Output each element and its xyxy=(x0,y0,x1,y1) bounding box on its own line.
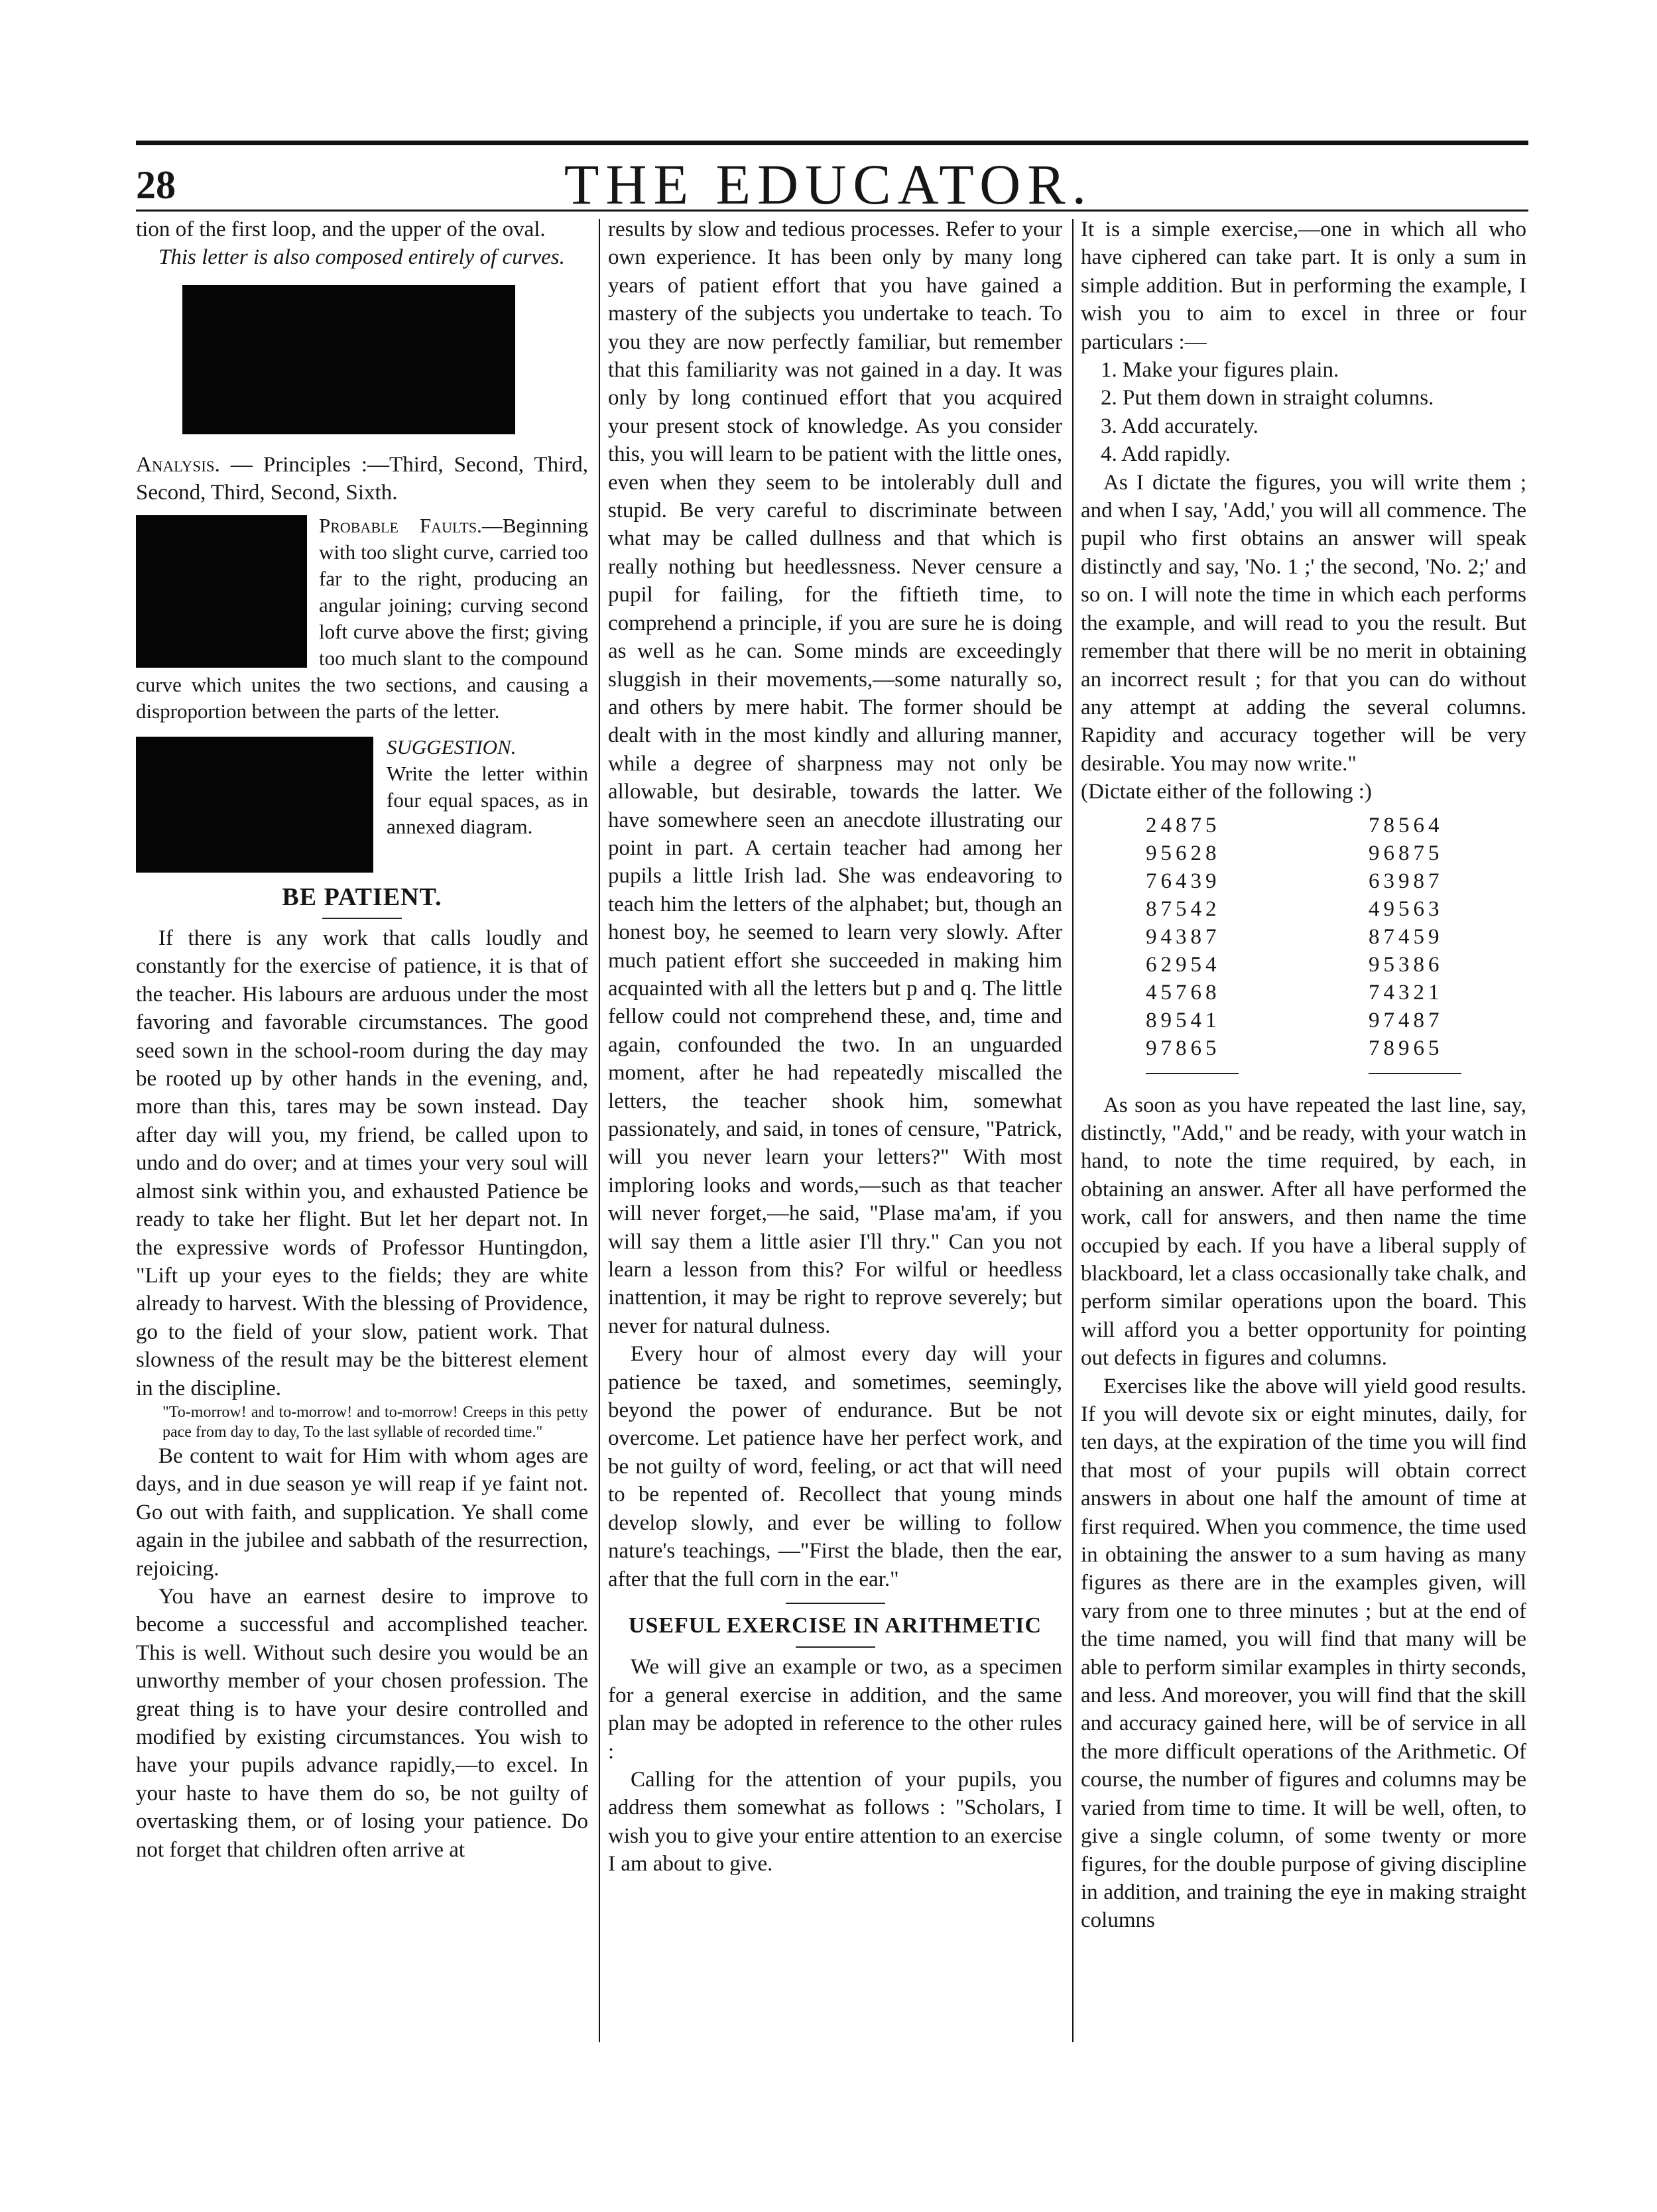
number-row: 95386 xyxy=(1369,952,1443,977)
analysis-label: Analysis. xyxy=(136,452,220,477)
col2-p3: We will give an example or two, as a specimen for a general exercise in addition, and the same plan may be adopted in reference to the other rules : xyxy=(608,1655,1062,1764)
number-row: 97865 xyxy=(1146,1036,1221,1060)
number-row: 89541 xyxy=(1146,1008,1221,1032)
number-row: 87459 xyxy=(1369,924,1443,949)
suggestion-section xyxy=(136,734,588,875)
number-row: 24875 xyxy=(1146,813,1221,837)
number-row: 78564 xyxy=(1369,813,1443,837)
col1-intro: tion of the first loop, and the upper of the oval. xyxy=(136,217,546,241)
list-item: 2. Put them down in straight columns. xyxy=(1101,386,1434,410)
letter-diagram-1 xyxy=(136,272,588,451)
number-row: 96875 xyxy=(1369,841,1443,865)
number-row: 74321 xyxy=(1369,980,1443,1005)
letter-image-faults xyxy=(136,515,307,668)
suggestion-label: SUGGESTION. xyxy=(387,735,517,759)
arithmetic-heading: USEFUL EXERCISE IN ARITHMETIC xyxy=(628,1613,1042,1638)
col2-p2: Every hour of almost every day will your patience be taxed, and sometimes, seemingly, beyond the power of endurance. But be not overcome. Let patience have her perfect work, and be not guilty of word, feeling, or act that will need to be repented of. Recollect that young minds develop slowly, and ever be willing to follow nature's teachings, —"First the blade, then the ear, after that the full corn in the ear." xyxy=(608,1342,1062,1591)
col3-p3: As soon as you have repeated the last line, say, distinctly, "Add," and be ready, with your watch in hand, to note the time required, by each, in obtaining an answer. After all have performed the work, call for answers, and then name the time occupied by each. If you have a liberal supply of blackboard, let a class occasionally take chalk, and perform similar operations upon the board. This will afford you a better opportunity for pointing out defects in figures and columns. xyxy=(1081,1093,1526,1371)
number-row: 49563 xyxy=(1369,896,1443,921)
numbers-right xyxy=(1369,812,1461,1074)
numbers-left xyxy=(1146,812,1239,1074)
column-divider-1 xyxy=(599,219,600,2042)
col3-p4: Exercises like the above will yield good results. If you will devote six or eight minutes, daily, for ten days, at the expiration of the time you will find that most of your pupils will obtain correct answers in about one half the amount of time at first required. When you commence, the time used in obtaining the answer to a sum having as many figures as there are in the examples given, will vary from one to three minutes ; but at the end of the time named, you will find that many will be able to perform similar examples in thirty seconds, and less. And moreover, you will find that the skill and accuracy gained here, will be of service in all the more difficult operations of the Arithmetic. Of course, the number of figures and columns may be varied from time to time. It will be well, often, to give a single column, of some twenty or more figures, for the double purpose of giving discipline in addition, and training the eye in making straight columns xyxy=(1081,1374,1526,1933)
col1-letter-note: This letter is also composed entirely of curves. xyxy=(158,245,565,270)
suggestion-text: Write the letter within four equal spaces, as in annexed diagram. xyxy=(387,761,588,838)
col2-p1: results by slow and tedious processes. Refer to your own experience. It has been only by many long years of patient effort that you have gained a mastery of the subjects you undertake to teach. To you they are now perfectly familiar, but remember that this familiarity was not gained in a day. It was only by long continued effort that you acquired your present stock of knowledge. As you consider this, you will learn to be patient with the little ones, even when they seem to be intolerably dull and stupid. Be very careful to discriminate between what may be called dullness and that which is really nothing but heedlessness. Never censure a pupil for failing, for the fiftieth time, to comprehend a principle, if you are sure he is doing as well as he can. Some minds are exceedingly sluggish in their movements,—some naturally so, and others by mere habit. The former should be dealt with in the most kindly and alluring manner, while a degree of sharpness may not only be allowable, but desirable, towards the latter. We have somewhere seen an anecdote illustrating our point in part. A certain teacher had among her pupils a little Irish lad. She was endeavoring to teach him the letters of the alphabet; but, though an honest boy, he seemed to learn very slowly. After much patient effort she succeeded in making him acquainted with all the letters but p and q. The little fellow could not comprehend these, and, time and again, confounded the two. In an unguarded moment, after he had repeatedly miscalled the letters, the teacher shook him, somewhat passionately, and said, in tones of censure, "Patrick, will you never learn your letters?" With most imploring looks and words,—such as that teacher will never forget,—he said, "Plase ma'am, if you will say them a little asier I'll thry." Can you not learn a lesson from this? For wilful or heedless inattention, it may be right to reprove severely; but never for natural dulness. xyxy=(608,217,1062,1338)
faults-section xyxy=(136,513,588,725)
number-row: 87542 xyxy=(1146,896,1221,921)
number-row: 95628 xyxy=(1146,841,1221,865)
sum-line-left xyxy=(1146,1073,1239,1074)
analysis-text: — Principles :—Third, Second, Third, Second, Third, Second, Sixth. xyxy=(136,452,588,505)
list-item: 3. Add accurately. xyxy=(1101,414,1258,438)
col3-p1: It is a simple exercise,—one in which all who have ciphered can take part. It is only a sum in simple addition. But in performing the example, I wish you to aim to excel in three or four particulars :— xyxy=(1081,217,1526,354)
be-patient-p2: Be content to wait for Him with whom ages are days, and in due season ye will reap if ye faint not. Go out with faith, and supplication. Ye shall come again in the jubilee and sabbath of the resurrection, rejoicing. xyxy=(136,1444,588,1581)
be-patient-p3: You have an earnest desire to improve to become a successful and accomplished teacher. This is well. Without such desire you would be an unworthy member of your chosen profession. The great thing is to have your desire controlled and modified by existing circumstances. You wish to have your pupils advance rapidly,—to excel. In your haste to have them do so, be not guilty of overtasking them, or of losing your patience. Do not forget that children often arrive at xyxy=(136,1584,588,1862)
letter-image-block xyxy=(182,285,515,434)
number-columns xyxy=(1081,812,1526,1074)
analysis-paragraph xyxy=(136,451,588,507)
header-top-rule xyxy=(136,141,1528,145)
arith-bottom-divider xyxy=(796,1646,875,1648)
column-2 xyxy=(608,215,1062,1878)
number-row: 78965 xyxy=(1369,1036,1443,1060)
list-item: 4. Add rapidly. xyxy=(1101,442,1231,467)
column-1 xyxy=(136,215,588,1864)
column-3 xyxy=(1081,215,1526,1935)
page-number: 28 xyxy=(136,163,176,207)
be-patient-p1: If there is any work that calls loudly and constantly for the exercise of patience, it is that of the teacher. His labours are arduous under the most favoring and favorable circumstances. The good seed sown in the school-room during the day may be rooted up by other hands in the evening, and, more than this, tares may be sown instead. Day after day will you, my friend, be called upon to undo and do over; and at times your very soul will almost sink within you, and exhausted Patience be ready to take her flight. But let her depart not. In the expressive words of Professor Huntingdon, "Lift up your eyes to the fields; they are white already to harvest. With the blessing of Providence, go to the field of your slow, patient work. That slowness of the result may be the bitterest element in the discipline. xyxy=(136,926,588,1400)
col2-p4: Calling for the attention of your pupils, you address them somewhat as follows : "Scholars, I wish you to give your entire attention to an exercise I am about to give. xyxy=(608,1767,1062,1876)
number-row: 45768 xyxy=(1146,980,1221,1005)
number-row: 62954 xyxy=(1146,952,1221,977)
column-divider-2 xyxy=(1072,219,1074,2042)
col3-p2: As I dictate the figures, you will write them ; and when I say, 'Add,' you will all commence. The pupil who first obtains an answer will speak distinctly and say, 'No. 1 ;' the second, 'No. 2;' and so on. I will note the time in which each performs the example, and will read to you the result. But remember that there will be no merit in obtaining an incorrect result ; for that you can do without any attempt at adding the several columns. Rapidity and accuracy together will be very desirable. You may now write." xyxy=(1081,470,1526,776)
faults-label: Probable Faults. xyxy=(319,513,482,537)
particulars-list xyxy=(1081,356,1526,469)
faults-text: —Beginning with too slight curve, carried too far to the right, producing an angular joining; curving second loft curve above the first; giving too much slant to the compound curve which unites the two sections, and causing a disproportion between the parts of the letter. xyxy=(136,513,588,723)
macbeth-quote: "To-morrow! and to-morrow! and to-morrow! Creeps in this petty pace from day to day, To the last syllable of recorded time." xyxy=(162,1403,588,1441)
dictate-note: (Dictate either of the following :) xyxy=(1081,780,1372,804)
number-row: 97487 xyxy=(1369,1008,1443,1032)
list-item: 1. Make your figures plain. xyxy=(1101,358,1339,383)
number-row: 94387 xyxy=(1146,924,1221,949)
number-row: 76439 xyxy=(1146,869,1221,893)
sum-line-right xyxy=(1369,1073,1461,1074)
letter-image-suggestion xyxy=(136,737,373,873)
page-title: THE EDUCATOR. xyxy=(564,153,1093,216)
arith-top-divider xyxy=(786,1603,885,1604)
number-row: 63987 xyxy=(1369,869,1443,893)
be-patient-heading: BE PATIENT. xyxy=(282,883,442,911)
be-patient-divider xyxy=(322,918,402,919)
